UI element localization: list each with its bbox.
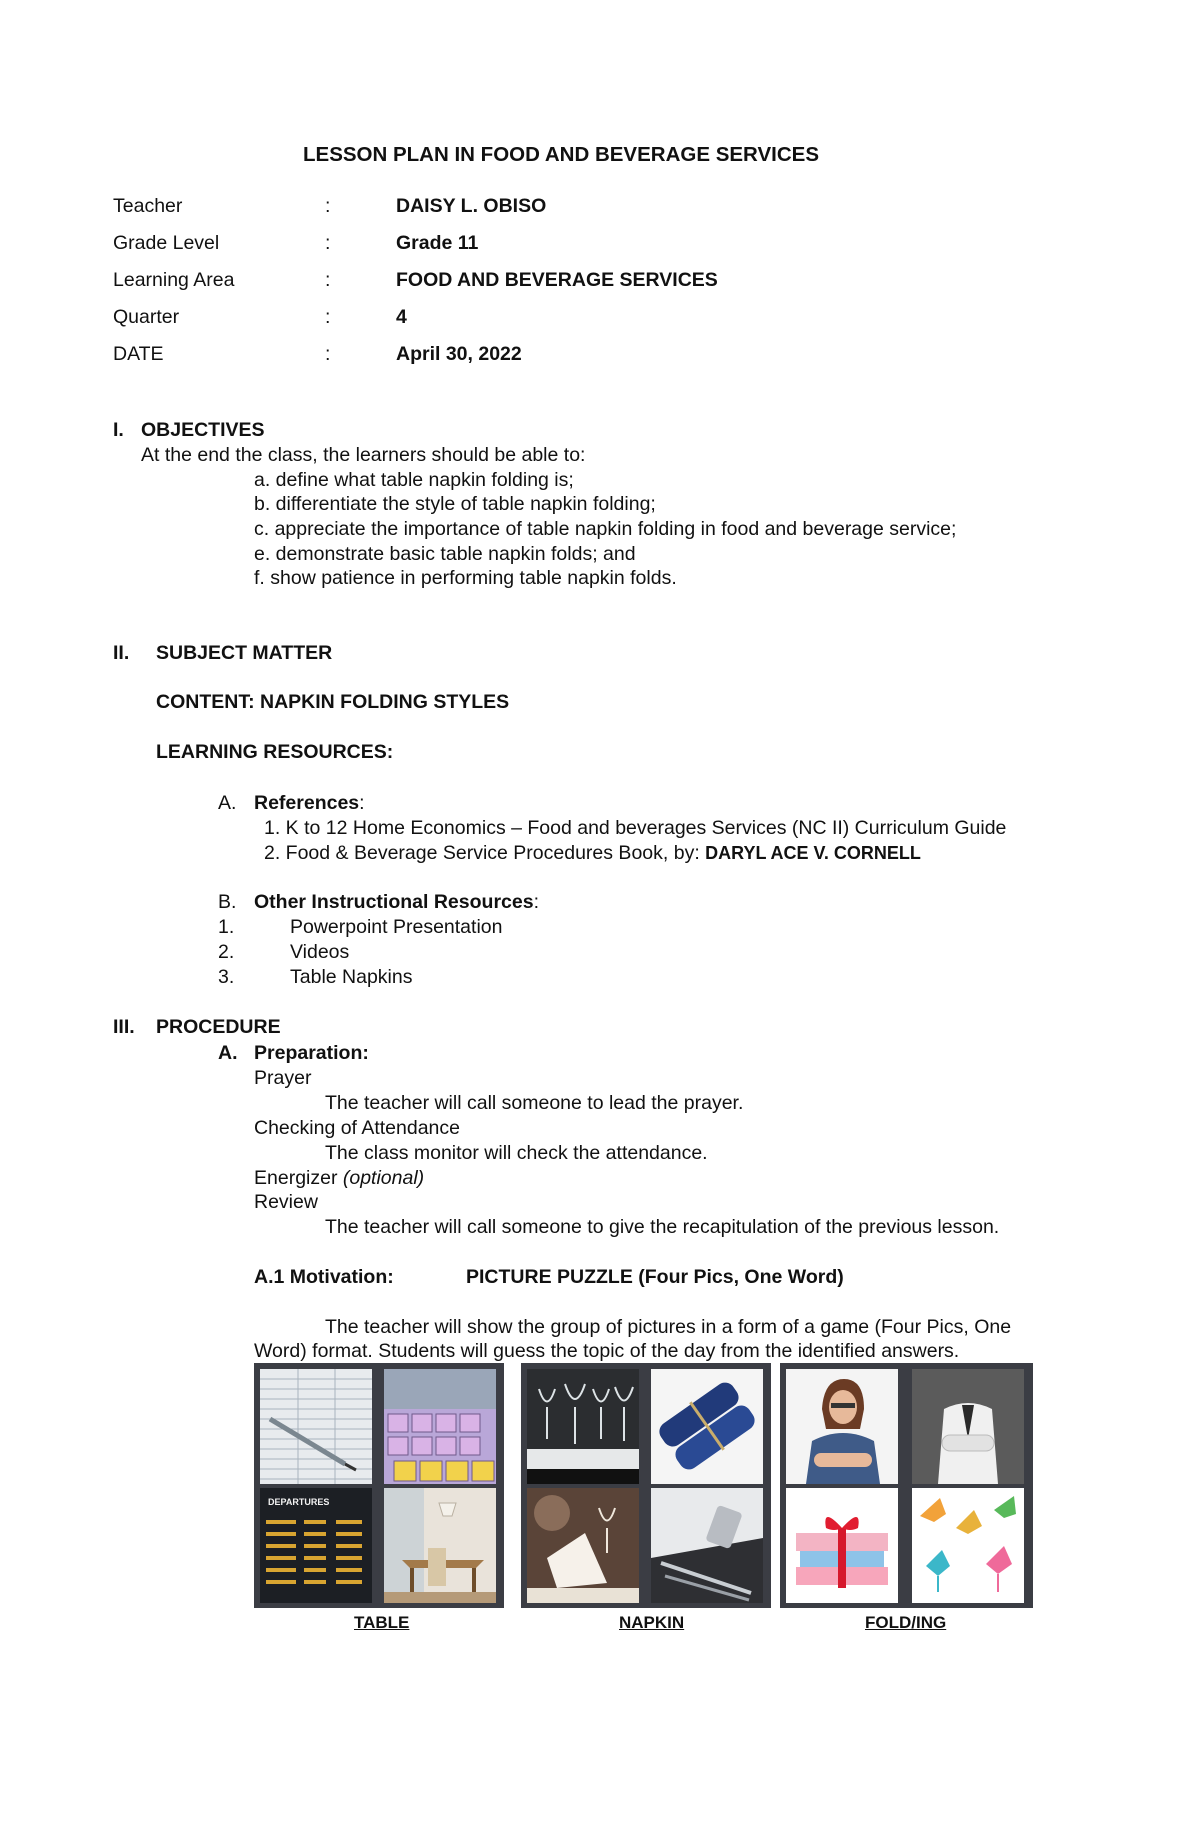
info-value-date: April 30, 2022 [396, 343, 522, 365]
prayer-text: The teacher will call someone to lead the prayer. [325, 1092, 744, 1114]
resource-num: 1. [218, 916, 235, 938]
objective-item: c. appreciate the importance of table napkin folding in food and beverage service; [254, 518, 957, 540]
subject-heading: SUBJECT MATTER [156, 642, 333, 664]
motivation-text: The teacher will show the group of pictures in a form of a game (Four Pics, One [325, 1316, 1012, 1338]
page-title: LESSON PLAN IN FOOD AND BEVERAGE SERVICES [303, 143, 819, 166]
folded-arms-shirt-image [912, 1369, 1024, 1484]
preparation-letter: A. [218, 1042, 238, 1064]
attendance-label: Checking of Attendance [254, 1117, 460, 1139]
info-value-grade: Grade 11 [396, 232, 479, 254]
rolled-napkin-image [651, 1369, 763, 1484]
objective-item: b. differentiate the style of table napkin folding; [254, 493, 656, 515]
review-label: Review [254, 1191, 318, 1213]
answer-table: TABLE [354, 1613, 410, 1632]
preparation-label: Preparation: [254, 1042, 369, 1064]
other-resources-colon: : [533, 891, 539, 913]
info-sep: : [325, 343, 331, 365]
objective-item: e. demonstrate basic table napkin folds; and [254, 543, 636, 565]
resource-item: Powerpoint Presentation [290, 916, 503, 938]
puzzle-napkin-group [521, 1363, 771, 1608]
departures-label: DEPARTURES [268, 1497, 330, 1507]
procedure-heading: PROCEDURE [156, 1016, 281, 1038]
other-resources-label: Other Instructional Resources [254, 891, 534, 913]
attendance-text: The class monitor will check the attendance. [325, 1142, 708, 1164]
motivation-text: Word) format. Students will guess the topic of the day from the identified answers. [254, 1340, 960, 1362]
info-value-teacher: DAISY L. OBISO [396, 195, 547, 217]
reference-author: DARYL ACE V. CORNELL [705, 843, 921, 863]
info-value-quarter: 4 [396, 306, 407, 328]
resource-num: 2. [218, 941, 235, 963]
section-number: II. [113, 642, 130, 664]
reference-item: 2. Food & Beverage Service Procedures Book, by: [264, 842, 700, 864]
resource-item: Table Napkins [290, 966, 413, 988]
woman-folded-arms-image [786, 1369, 898, 1484]
info-sep: : [325, 232, 331, 254]
spreadsheet-image [260, 1369, 372, 1484]
resources-heading: LEARNING RESOURCES: [156, 741, 394, 763]
info-sep: : [325, 195, 331, 217]
energizer-label: Energizer [254, 1167, 343, 1189]
silverware-napkin-image [651, 1488, 763, 1603]
objectives-heading: OBJECTIVES [141, 419, 265, 441]
info-sep: : [325, 269, 331, 291]
info-label-date: DATE [113, 343, 164, 365]
review-text: The teacher will call someone to give the recapitulation of the previous lesson. [325, 1216, 1000, 1238]
puzzle-fold-group [780, 1363, 1033, 1608]
info-value-area: FOOD AND BEVERAGE SERVICES [396, 269, 718, 291]
info-label-area: Learning Area [113, 269, 235, 291]
origami-cranes-image [912, 1488, 1024, 1603]
objectives-intro: At the end the class, the learners should be able to: [141, 444, 586, 466]
info-label-teacher: Teacher [113, 195, 183, 217]
energizer-optional: (optional) [342, 1167, 425, 1189]
answer-fold: FOLD/ING [865, 1613, 947, 1632]
other-resources-letter: B. [218, 891, 237, 913]
references-label: References [254, 792, 360, 814]
resource-item: Videos [290, 941, 350, 963]
section-number: III. [113, 1016, 135, 1038]
prayer-label: Prayer [254, 1067, 312, 1089]
objective-item: a. define what table napkin folding is; [254, 469, 574, 491]
gift-towels-image [786, 1488, 898, 1603]
motivation-title: PICTURE PUZZLE (Four Pics, One Word) [466, 1266, 844, 1288]
objective-item: f. show patience in performing table napkin folds. [254, 567, 677, 589]
periodic-table-image [384, 1369, 496, 1484]
info-label-quarter: Quarter [113, 306, 180, 328]
answer-napkin: NAPKIN [619, 1613, 685, 1632]
info-sep: : [325, 306, 331, 328]
info-label-grade: Grade Level [113, 232, 220, 254]
dining-table-image [384, 1488, 496, 1603]
puzzle-table-group [254, 1363, 504, 1608]
content-line: CONTENT: NAPKIN FOLDING STYLES [156, 691, 510, 713]
wine-glasses-image [527, 1369, 639, 1484]
reference-item: 1. K to 12 Home Economics – Food and beverages Services (NC II) Curriculum Guide [264, 817, 1007, 839]
restaurant-table-image [527, 1488, 639, 1603]
departures-board-image [260, 1488, 372, 1603]
motivation-label: A.1 Motivation: [254, 1266, 394, 1288]
section-number: I. [113, 419, 124, 441]
resource-num: 3. [218, 966, 235, 988]
references-letter: A. [218, 792, 237, 814]
references-colon: : [359, 792, 365, 814]
